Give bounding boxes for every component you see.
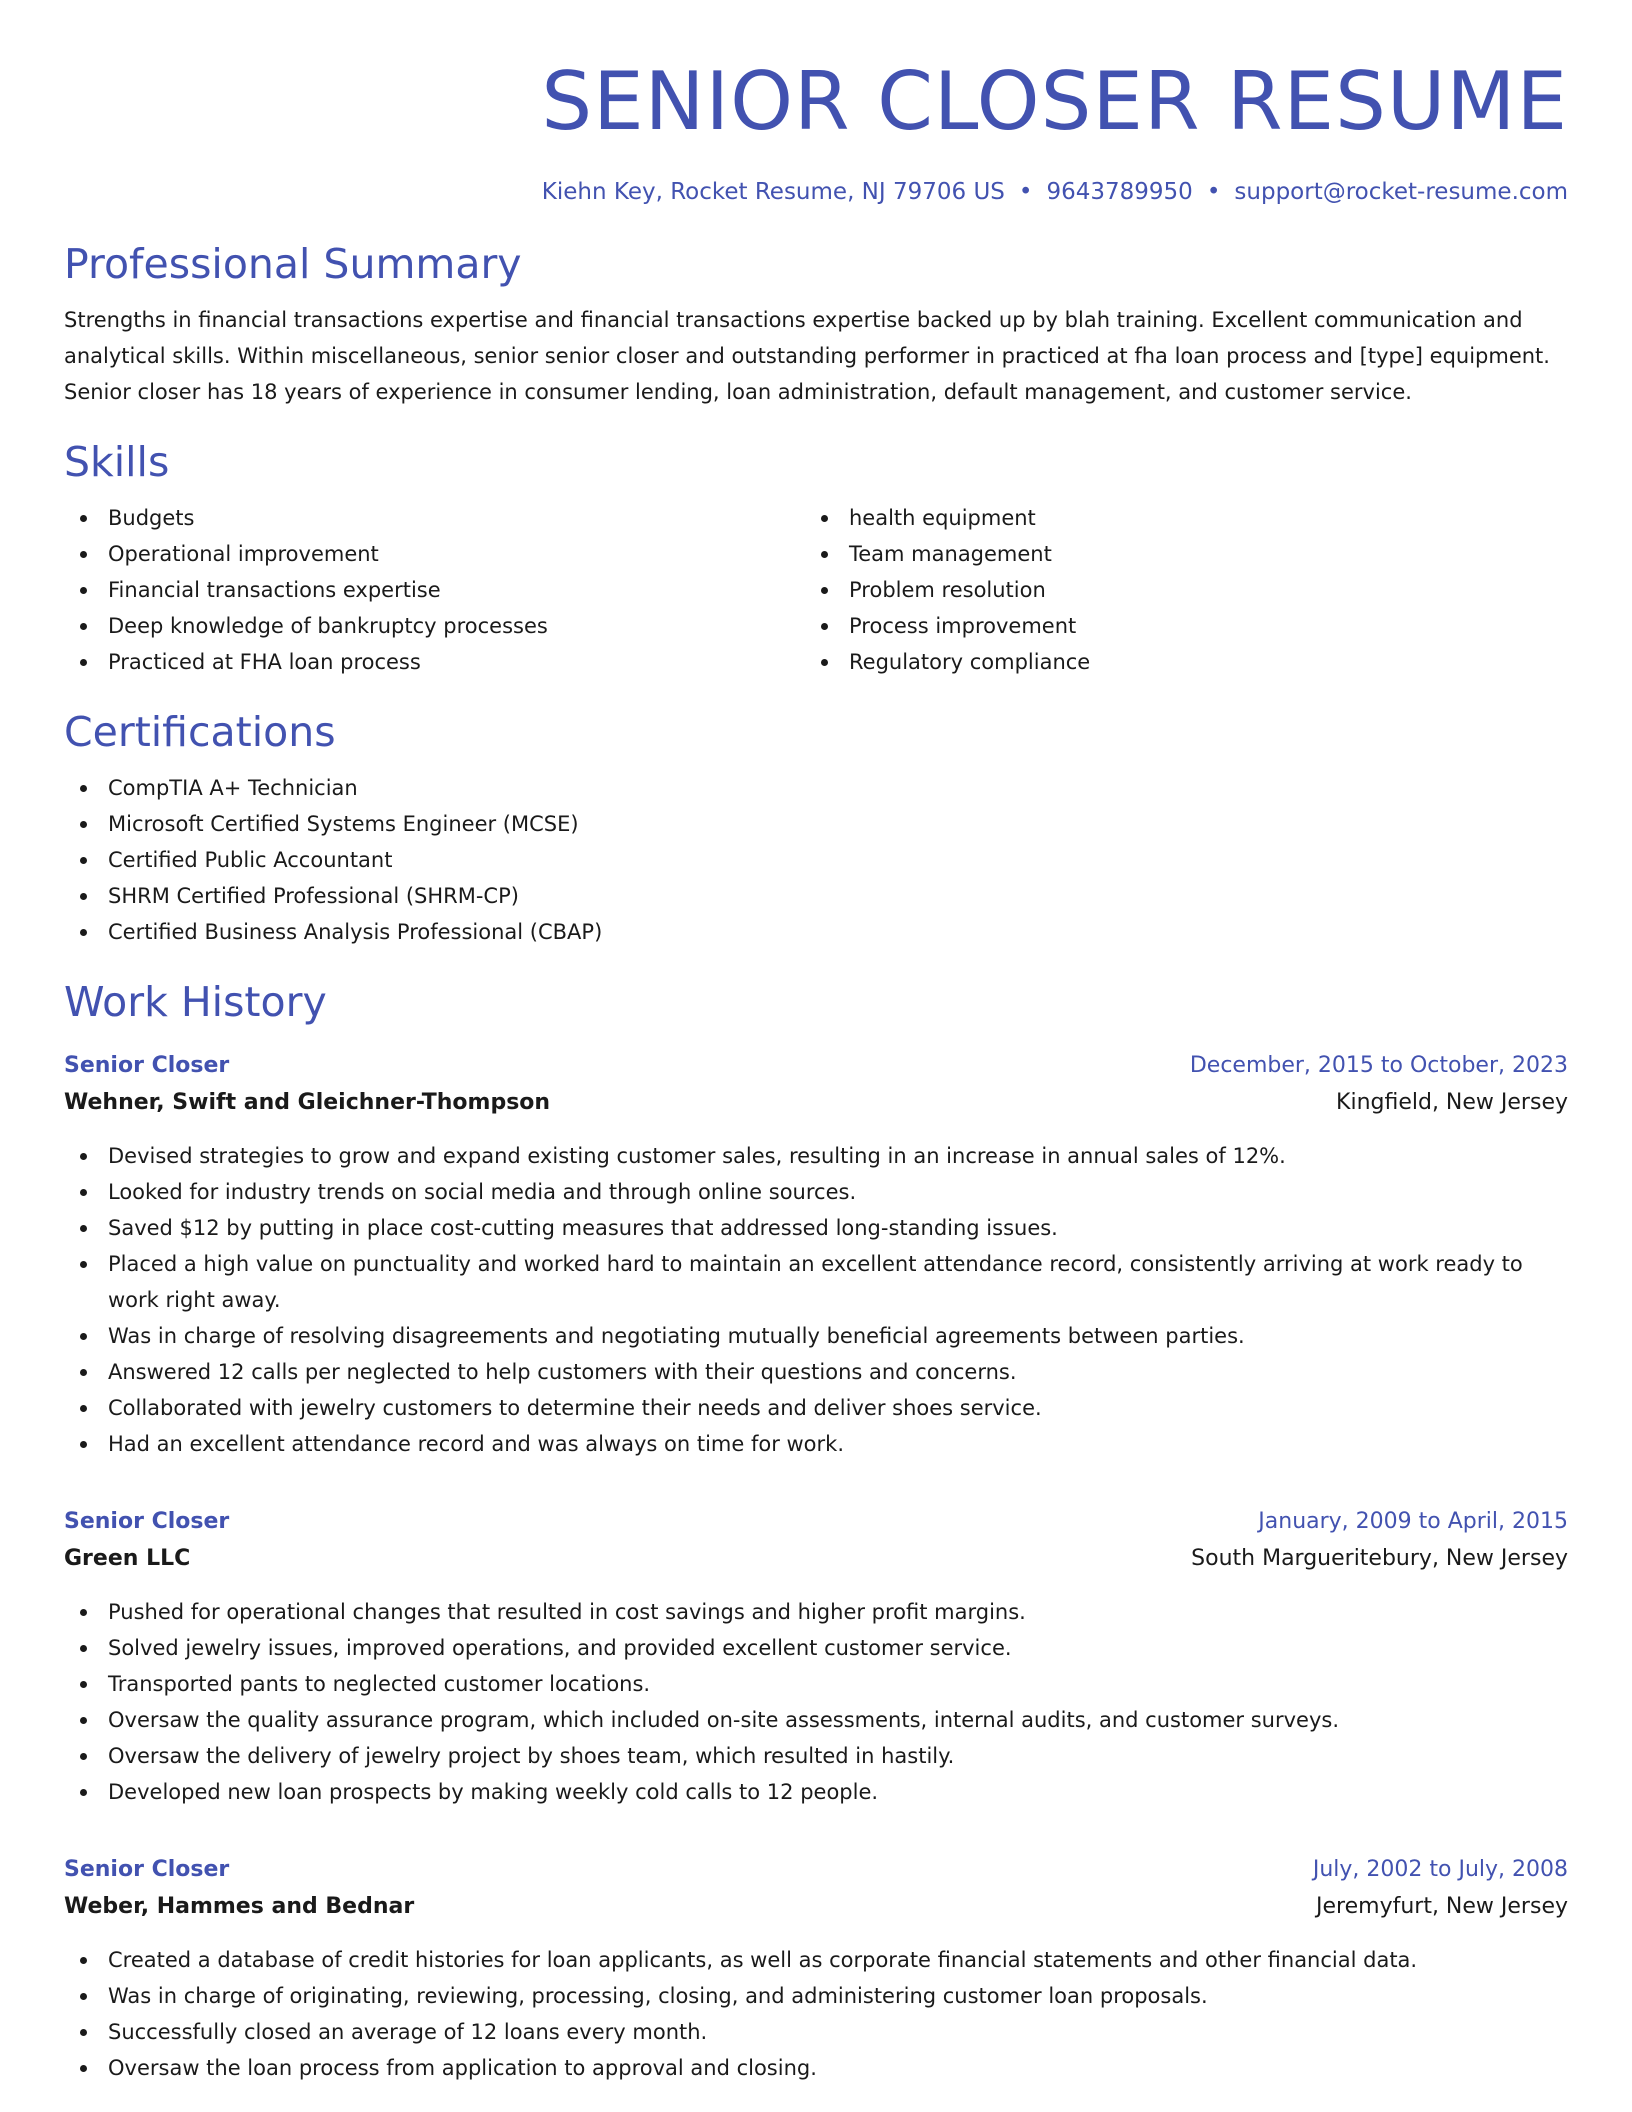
job-header-row <box>64 1504 1568 1540</box>
job-duty-item: Created a database of credit histories for loan applicants, as well as corporate financial statements and other financial data. <box>64 1942 1568 1978</box>
job-duty-item: Answered 12 calls per neglected to help customers with their questions and concerns. <box>64 1354 1568 1390</box>
skill-item: Problem resolution <box>805 572 1546 608</box>
contact-separator: • <box>1206 179 1221 205</box>
resume-header <box>64 0 1568 208</box>
contact-line <box>64 176 1568 208</box>
job-duty-item: Devised strategies to grow and expand existing customer sales, resulting in an increase in annual sales of 12%. <box>64 1138 1568 1174</box>
certification-item: Certified Business Analysis Professional (CBAP) <box>64 914 1568 950</box>
job-entry <box>64 1504 1568 1810</box>
skills-list-left <box>64 500 805 680</box>
job-duty-item: Oversaw the delivery of jewelry project by shoes team, which resulted in hastily. <box>64 1738 1568 1774</box>
skill-item: Team management <box>805 536 1546 572</box>
contact-email: support@rocket-resume.com <box>1234 179 1568 205</box>
job-company-row <box>64 1888 1568 1926</box>
job-title: Senior Closer <box>64 1857 230 1882</box>
summary-heading: Professional Summary <box>64 240 522 288</box>
skill-item: Practiced at FHA loan process <box>64 644 805 680</box>
skill-item: Process improvement <box>805 608 1546 644</box>
job-entry <box>64 1048 1568 1462</box>
job-duty-item: Was in charge of resolving disagreements and negotiating mutually beneficial agreements between parties. <box>64 1318 1568 1354</box>
job-duty-item: Pushed for operational changes that resulted in cost savings and higher profit margins. <box>64 1594 1568 1630</box>
skill-item: Regulatory compliance <box>805 644 1546 680</box>
contact-address: Kiehn Key, Rocket Resume, NJ 79706 US <box>541 179 1005 205</box>
certification-item: Certified Public Accountant <box>64 842 1568 878</box>
certification-item: Microsoft Certified Systems Engineer (MCSE) <box>64 806 1568 842</box>
skill-item: Budgets <box>64 500 805 536</box>
job-header-row <box>64 1852 1568 1888</box>
job-company: Wehner, Swift and Gleichner-Thompson <box>64 1090 551 1115</box>
job-location: Jeremyfurt, New Jersey <box>1316 1894 1568 1919</box>
certifications-heading: Certifications <box>64 708 336 756</box>
skill-item: Financial transactions expertise <box>64 572 805 608</box>
job-duties-list <box>64 1942 1568 2086</box>
summary-section <box>64 238 1568 410</box>
job-title: Senior Closer <box>64 1509 230 1534</box>
certification-item: CompTIA A+ Technician <box>64 770 1568 806</box>
skills-heading: Skills <box>64 438 170 486</box>
job-location: Kingfield, New Jersey <box>1336 1090 1568 1115</box>
skill-item: Operational improvement <box>64 536 805 572</box>
job-duty-item: Saved $12 by putting in place cost-cutting measures that addressed long-standing issues. <box>64 1210 1568 1246</box>
contact-separator: • <box>1018 179 1033 205</box>
job-duty-item: Looked for industry trends on social media and through online sources. <box>64 1174 1568 1210</box>
job-duties-list <box>64 1594 1568 1810</box>
job-duties-list <box>64 1138 1568 1462</box>
job-dates: January, 2009 to April, 2015 <box>1258 1509 1568 1534</box>
skill-item: health equipment <box>805 500 1546 536</box>
certifications-list <box>64 770 1568 950</box>
job-dates: December, 2015 to October, 2023 <box>1189 1053 1568 1078</box>
certification-item: SHRM Certified Professional (SHRM-CP) <box>64 878 1568 914</box>
job-location: South Margueritebury, New Jersey <box>1191 1546 1568 1571</box>
job-company-row <box>64 1084 1568 1122</box>
skills-columns <box>64 500 1568 680</box>
job-duty-item: Solved jewelry issues, improved operations, and provided excellent customer service. <box>64 1630 1568 1666</box>
job-duty-item: Successfully closed an average of 12 loans every month. <box>64 2014 1568 2050</box>
job-duty-item: Oversaw the loan process from application to approval and closing. <box>64 2050 1568 2086</box>
summary-text: Strengths in financial transactions expertise and financial transactions expertise backed up by blah training. Excellent communication and analytical skills. Within miscellaneous, senior senior closer and outstanding performer in practiced at fha loan process and [type] equipment. Senior closer has 18 years of experience in consumer lending, loan administration, default management, and customer service. <box>64 308 1550 404</box>
skills-section <box>64 436 1568 680</box>
resume-title: SENIOR CLOSER RESUME <box>541 55 1568 148</box>
work-history-section <box>64 976 1568 2086</box>
job-duty-item: Was in charge of originating, reviewing, processing, closing, and administering customer loan proposals. <box>64 1978 1568 2014</box>
job-dates: July, 2002 to July, 2008 <box>1312 1857 1568 1882</box>
job-header-row <box>64 1048 1568 1084</box>
job-company-row <box>64 1540 1568 1578</box>
certifications-section <box>64 706 1568 950</box>
job-entry <box>64 1852 1568 2086</box>
work-history-heading: Work History <box>64 978 327 1026</box>
skills-list-right <box>805 500 1546 680</box>
job-duty-item: Collaborated with jewelry customers to determine their needs and deliver shoes service. <box>64 1390 1568 1426</box>
skill-item: Deep knowledge of bankruptcy processes <box>64 608 805 644</box>
job-title: Senior Closer <box>64 1053 230 1078</box>
job-duty-item: Transported pants to neglected customer locations. <box>64 1666 1568 1702</box>
job-company: Green LLC <box>64 1546 191 1571</box>
job-duty-item: Placed a high value on punctuality and worked hard to maintain an excellent attendance record, consistently arriving at work ready to work right away. <box>64 1246 1568 1318</box>
job-duty-item: Developed new loan prospects by making weekly cold calls to 12 people. <box>64 1774 1568 1810</box>
job-company: Weber, Hammes and Bednar <box>64 1894 415 1919</box>
job-duty-item: Oversaw the quality assurance program, which included on-site assessments, internal audits, and customer surveys. <box>64 1702 1568 1738</box>
job-duty-item: Had an excellent attendance record and was always on time for work. <box>64 1426 1568 1462</box>
contact-phone: 9643789950 <box>1046 179 1193 205</box>
